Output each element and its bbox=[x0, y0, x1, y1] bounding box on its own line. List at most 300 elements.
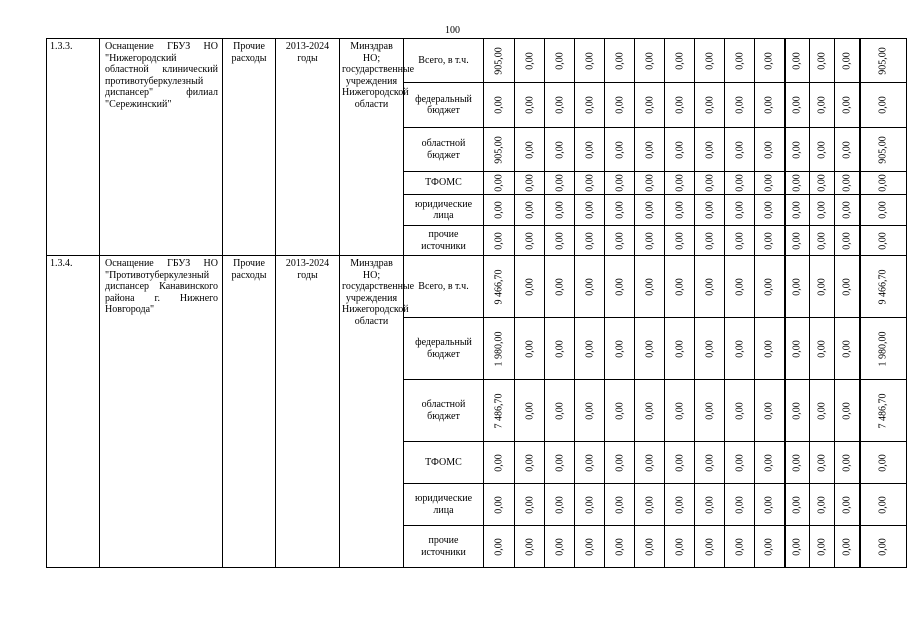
value-text: 0,00 bbox=[841, 140, 852, 159]
value-text: 0,00 bbox=[877, 96, 889, 114]
value-text: 0,00 bbox=[816, 51, 828, 70]
value-cell bbox=[575, 128, 605, 172]
budget-table bbox=[46, 38, 907, 568]
value-text: 0,00 bbox=[673, 201, 685, 219]
value-text: 0,00 bbox=[553, 537, 565, 556]
value-text: 0,00 bbox=[553, 231, 565, 250]
value-cell bbox=[605, 318, 635, 380]
value-text: 0,00 bbox=[733, 277, 745, 296]
value-text: 0,00 bbox=[763, 96, 775, 114]
value-text: 0,00 bbox=[816, 453, 828, 472]
value-cell bbox=[785, 39, 810, 83]
value-text: 0,00 bbox=[877, 231, 889, 250]
value-cell bbox=[665, 484, 695, 526]
value-cell bbox=[484, 380, 515, 442]
value-text: 0,00 bbox=[553, 401, 565, 420]
value-text: 0,00 bbox=[673, 537, 685, 556]
value-cell bbox=[515, 318, 545, 380]
value-cell bbox=[515, 442, 545, 484]
funding-source-label: областной бюджет bbox=[404, 380, 484, 442]
value-cell bbox=[835, 442, 860, 484]
value-text: 0,00 bbox=[523, 96, 535, 114]
value-cell bbox=[575, 172, 605, 195]
value-cell bbox=[835, 39, 860, 83]
value-cell bbox=[835, 380, 860, 442]
value-text: 0,00 bbox=[791, 453, 803, 472]
value-text: 0,00 bbox=[733, 537, 745, 556]
value-cell bbox=[695, 172, 725, 195]
value-text: 0,00 bbox=[553, 339, 565, 358]
value-cell bbox=[755, 484, 785, 526]
value-cell bbox=[545, 226, 575, 256]
value-text: 0,00 bbox=[791, 96, 803, 114]
value-cell bbox=[810, 526, 835, 568]
row-number: 1.3.3. bbox=[47, 39, 100, 256]
value-cell bbox=[695, 442, 725, 484]
expense-type: Прочие расходы bbox=[223, 39, 276, 256]
value-cell bbox=[755, 195, 785, 226]
value-text: 0,00 bbox=[763, 453, 775, 472]
value-text: 0,00 bbox=[493, 537, 505, 556]
value-cell bbox=[515, 256, 545, 318]
value-cell bbox=[860, 226, 907, 256]
value-cell bbox=[810, 83, 835, 128]
value-cell bbox=[575, 83, 605, 128]
value-text: 9 466,70 bbox=[877, 269, 889, 304]
value-cell bbox=[545, 380, 575, 442]
value-cell bbox=[785, 226, 810, 256]
funding-source-label: Всего, в т.ч. bbox=[404, 256, 484, 318]
value-text: 0,00 bbox=[841, 231, 852, 250]
funding-source-label: Всего, в т.ч. bbox=[404, 39, 484, 83]
value-text: 0,00 bbox=[763, 339, 775, 358]
value-cell bbox=[810, 172, 835, 195]
value-text: 0,00 bbox=[791, 537, 803, 556]
value-text: 0,00 bbox=[523, 453, 535, 472]
value-text: 0,00 bbox=[841, 96, 852, 114]
value-text: 0,00 bbox=[816, 495, 828, 514]
row-number: 1.3.4. bbox=[47, 256, 100, 568]
value-cell bbox=[545, 526, 575, 568]
value-cell bbox=[605, 128, 635, 172]
value-text: 0,00 bbox=[613, 51, 625, 70]
value-text: 905,00 bbox=[877, 46, 889, 75]
value-text: 0,00 bbox=[583, 201, 595, 219]
value-cell bbox=[860, 83, 907, 128]
value-text: 0,00 bbox=[733, 201, 745, 219]
value-cell bbox=[785, 442, 810, 484]
value-cell bbox=[785, 172, 810, 195]
value-cell bbox=[515, 83, 545, 128]
value-cell bbox=[605, 526, 635, 568]
value-text: 0,00 bbox=[553, 453, 565, 472]
value-cell bbox=[484, 128, 515, 172]
funding-source-label: ТФОМС bbox=[404, 442, 484, 484]
value-text: 0,00 bbox=[523, 401, 535, 420]
value-cell bbox=[835, 484, 860, 526]
value-text: 0,00 bbox=[763, 537, 775, 556]
table-row bbox=[47, 39, 907, 83]
value-cell bbox=[484, 172, 515, 195]
value-cell bbox=[515, 172, 545, 195]
value-text: 0,00 bbox=[763, 201, 775, 219]
value-cell bbox=[545, 172, 575, 195]
value-cell bbox=[810, 226, 835, 256]
value-text: 0,00 bbox=[816, 201, 828, 219]
value-text: 0,00 bbox=[816, 140, 828, 159]
value-text: 0,00 bbox=[733, 495, 745, 514]
value-cell bbox=[835, 83, 860, 128]
value-cell bbox=[725, 256, 755, 318]
value-text: 0,00 bbox=[703, 453, 715, 472]
value-cell bbox=[665, 39, 695, 83]
value-text: 0,00 bbox=[583, 495, 595, 514]
value-cell bbox=[575, 195, 605, 226]
value-cell bbox=[605, 226, 635, 256]
value-cell bbox=[755, 526, 785, 568]
value-cell bbox=[484, 83, 515, 128]
value-cell bbox=[605, 39, 635, 83]
value-text: 0,00 bbox=[643, 231, 655, 250]
value-cell bbox=[575, 526, 605, 568]
value-text: 0,00 bbox=[643, 401, 655, 420]
value-cell bbox=[545, 128, 575, 172]
value-cell bbox=[635, 526, 665, 568]
value-cell bbox=[785, 484, 810, 526]
value-text: 0,00 bbox=[673, 495, 685, 514]
value-cell bbox=[665, 442, 695, 484]
value-text: 9 466,70 bbox=[493, 269, 505, 304]
value-cell bbox=[810, 195, 835, 226]
value-text: 0,00 bbox=[703, 339, 715, 358]
value-cell bbox=[810, 484, 835, 526]
value-text: 0,00 bbox=[643, 453, 655, 472]
value-text: 0,00 bbox=[733, 453, 745, 472]
value-cell bbox=[695, 195, 725, 226]
value-cell bbox=[755, 380, 785, 442]
value-text: 0,00 bbox=[733, 174, 745, 192]
value-cell bbox=[860, 256, 907, 318]
value-cell bbox=[575, 484, 605, 526]
value-text: 0,00 bbox=[613, 201, 625, 219]
value-cell bbox=[545, 195, 575, 226]
value-cell bbox=[785, 128, 810, 172]
value-text: 0,00 bbox=[553, 140, 565, 159]
value-cell bbox=[665, 83, 695, 128]
value-cell bbox=[515, 380, 545, 442]
value-cell bbox=[695, 380, 725, 442]
value-text: 0,00 bbox=[643, 174, 655, 192]
value-text: 0,00 bbox=[613, 231, 625, 250]
value-text: 0,00 bbox=[816, 174, 828, 192]
value-text: 0,00 bbox=[583, 174, 595, 192]
value-cell bbox=[785, 83, 810, 128]
value-text: 0,00 bbox=[791, 201, 803, 219]
value-text: 0,00 bbox=[877, 174, 889, 192]
value-cell bbox=[860, 318, 907, 380]
value-cell bbox=[515, 195, 545, 226]
value-text: 7 486,70 bbox=[493, 393, 505, 428]
value-cell bbox=[635, 256, 665, 318]
value-cell bbox=[725, 226, 755, 256]
value-cell bbox=[635, 442, 665, 484]
responsible-executor: Минздрав НО; государственные учреждения Нижегородской области bbox=[340, 256, 404, 568]
value-text: 0,00 bbox=[791, 401, 803, 420]
value-cell bbox=[635, 39, 665, 83]
value-text: 0,00 bbox=[673, 96, 685, 114]
value-cell bbox=[695, 83, 725, 128]
value-cell bbox=[785, 526, 810, 568]
value-cell bbox=[860, 442, 907, 484]
value-text: 0,00 bbox=[816, 401, 828, 420]
value-text: 905,00 bbox=[493, 46, 505, 75]
value-text: 0,00 bbox=[493, 201, 505, 219]
value-text: 0,00 bbox=[816, 537, 828, 556]
value-text: 0,00 bbox=[613, 174, 625, 192]
value-text: 0,00 bbox=[583, 51, 595, 70]
value-text: 0,00 bbox=[877, 537, 889, 556]
value-text: 0,00 bbox=[763, 51, 775, 70]
funding-source-label: ТФОМС bbox=[404, 172, 484, 195]
value-cell bbox=[835, 226, 860, 256]
value-cell bbox=[755, 128, 785, 172]
value-text: 0,00 bbox=[583, 453, 595, 472]
value-text: 0,00 bbox=[523, 537, 535, 556]
value-text: 0,00 bbox=[673, 401, 685, 420]
value-text: 1 980,00 bbox=[877, 331, 889, 366]
value-cell bbox=[725, 484, 755, 526]
value-text: 0,00 bbox=[493, 453, 505, 472]
value-text: 0,00 bbox=[673, 231, 685, 250]
value-cell bbox=[605, 195, 635, 226]
value-text: 0,00 bbox=[733, 140, 745, 159]
value-cell bbox=[860, 380, 907, 442]
value-text: 0,00 bbox=[877, 453, 889, 472]
value-text: 0,00 bbox=[523, 201, 535, 219]
value-text: 0,00 bbox=[583, 96, 595, 114]
value-cell bbox=[635, 195, 665, 226]
value-cell bbox=[484, 442, 515, 484]
value-text: 0,00 bbox=[523, 339, 535, 358]
value-text: 0,00 bbox=[553, 277, 565, 296]
value-text: 0,00 bbox=[763, 495, 775, 514]
value-text: 0,00 bbox=[841, 51, 852, 70]
measure-name: Оснащение ГБУЗ НО "Противотуберкулезный диспансер Канавинского района г. Нижнего Новгорода" bbox=[100, 256, 223, 568]
value-text: 0,00 bbox=[613, 401, 625, 420]
value-text: 0,00 bbox=[763, 140, 775, 159]
value-cell bbox=[605, 256, 635, 318]
value-text: 0,00 bbox=[841, 495, 852, 514]
value-cell bbox=[725, 442, 755, 484]
value-text: 0,00 bbox=[763, 231, 775, 250]
value-cell bbox=[810, 39, 835, 83]
value-text: 0,00 bbox=[643, 339, 655, 358]
value-cell bbox=[785, 318, 810, 380]
value-cell bbox=[605, 442, 635, 484]
value-text: 0,00 bbox=[523, 51, 535, 70]
value-text: 0,00 bbox=[583, 277, 595, 296]
value-text: 0,00 bbox=[523, 140, 535, 159]
value-cell bbox=[695, 484, 725, 526]
value-text: 0,00 bbox=[733, 339, 745, 358]
value-cell bbox=[860, 526, 907, 568]
value-text: 0,00 bbox=[733, 401, 745, 420]
value-text: 0,00 bbox=[703, 495, 715, 514]
value-cell bbox=[545, 442, 575, 484]
value-cell bbox=[545, 256, 575, 318]
value-text: 0,00 bbox=[877, 495, 889, 514]
value-cell bbox=[755, 83, 785, 128]
value-cell bbox=[665, 526, 695, 568]
value-text: 0,00 bbox=[791, 174, 803, 192]
value-cell bbox=[665, 172, 695, 195]
value-cell bbox=[810, 128, 835, 172]
value-text: 0,00 bbox=[877, 201, 889, 219]
table-row bbox=[47, 256, 907, 318]
value-text: 0,00 bbox=[613, 537, 625, 556]
funding-source-label: прочие источники bbox=[404, 226, 484, 256]
value-cell bbox=[484, 318, 515, 380]
value-cell bbox=[605, 380, 635, 442]
funding-source-label: прочие источники bbox=[404, 526, 484, 568]
value-text: 0,00 bbox=[583, 140, 595, 159]
value-cell bbox=[515, 39, 545, 83]
value-text: 0,00 bbox=[643, 51, 655, 70]
value-cell bbox=[635, 83, 665, 128]
value-text: 0,00 bbox=[703, 401, 715, 420]
value-cell bbox=[785, 380, 810, 442]
value-cell bbox=[665, 226, 695, 256]
value-text: 0,00 bbox=[553, 495, 565, 514]
value-text: 0,00 bbox=[703, 277, 715, 296]
value-cell bbox=[695, 39, 725, 83]
value-text: 0,00 bbox=[553, 96, 565, 114]
value-cell bbox=[785, 256, 810, 318]
value-text: 0,00 bbox=[613, 453, 625, 472]
funding-source-label: юридические лица bbox=[404, 484, 484, 526]
value-cell bbox=[515, 484, 545, 526]
value-text: 0,00 bbox=[703, 231, 715, 250]
value-cell bbox=[810, 442, 835, 484]
value-text: 0,00 bbox=[816, 277, 828, 296]
value-cell bbox=[695, 226, 725, 256]
value-text: 0,00 bbox=[791, 51, 803, 70]
value-cell bbox=[835, 172, 860, 195]
value-text: 0,00 bbox=[763, 277, 775, 296]
value-text: 0,00 bbox=[673, 277, 685, 296]
value-cell bbox=[725, 172, 755, 195]
value-text: 0,00 bbox=[791, 277, 803, 296]
value-cell bbox=[665, 318, 695, 380]
value-cell bbox=[860, 172, 907, 195]
value-cell bbox=[725, 526, 755, 568]
value-text: 0,00 bbox=[673, 339, 685, 358]
responsible-executor: Минздрав НО; государственные учреждения Нижегородской области bbox=[340, 39, 404, 256]
value-text: 0,00 bbox=[613, 339, 625, 358]
value-text: 0,00 bbox=[643, 277, 655, 296]
value-text: 7 486,70 bbox=[877, 393, 889, 428]
value-text: 0,00 bbox=[703, 51, 715, 70]
value-cell bbox=[725, 380, 755, 442]
value-text: 0,00 bbox=[523, 174, 535, 192]
value-text: 0,00 bbox=[703, 174, 715, 192]
value-cell bbox=[515, 128, 545, 172]
value-cell bbox=[835, 128, 860, 172]
implementation-period: 2013-2024 годы bbox=[276, 256, 340, 568]
value-text: 0,00 bbox=[523, 495, 535, 514]
value-cell bbox=[695, 526, 725, 568]
value-cell bbox=[835, 195, 860, 226]
funding-source-label: юридические лица bbox=[404, 195, 484, 226]
value-cell bbox=[665, 256, 695, 318]
value-cell bbox=[695, 256, 725, 318]
value-cell bbox=[605, 172, 635, 195]
value-text: 0,00 bbox=[613, 140, 625, 159]
value-text: 0,00 bbox=[643, 537, 655, 556]
value-text: 0,00 bbox=[841, 537, 852, 556]
value-cell bbox=[545, 318, 575, 380]
value-text: 0,00 bbox=[673, 140, 685, 159]
value-text: 1 980,00 bbox=[493, 331, 505, 366]
value-cell bbox=[725, 39, 755, 83]
value-cell bbox=[575, 318, 605, 380]
value-cell bbox=[515, 226, 545, 256]
value-text: 0,00 bbox=[673, 51, 685, 70]
funding-source-label: областной бюджет bbox=[404, 128, 484, 172]
value-cell bbox=[484, 256, 515, 318]
value-cell bbox=[665, 380, 695, 442]
value-text: 0,00 bbox=[493, 96, 505, 114]
value-text: 0,00 bbox=[703, 96, 715, 114]
value-cell bbox=[635, 484, 665, 526]
expense-type: Прочие расходы bbox=[223, 256, 276, 568]
value-text: 0,00 bbox=[553, 51, 565, 70]
value-cell bbox=[484, 526, 515, 568]
value-cell bbox=[484, 39, 515, 83]
value-text: 0,00 bbox=[703, 201, 715, 219]
value-cell bbox=[545, 484, 575, 526]
value-text: 0,00 bbox=[791, 231, 803, 250]
value-text: 0,00 bbox=[841, 453, 852, 472]
funding-source-label: федеральный бюджет bbox=[404, 83, 484, 128]
value-cell bbox=[575, 226, 605, 256]
value-text: 0,00 bbox=[493, 174, 505, 192]
value-text: 905,00 bbox=[493, 135, 505, 164]
value-text: 0,00 bbox=[613, 495, 625, 514]
value-text: 0,00 bbox=[643, 96, 655, 114]
value-cell bbox=[785, 195, 810, 226]
value-text: 0,00 bbox=[763, 401, 775, 420]
value-cell bbox=[860, 128, 907, 172]
value-cell bbox=[665, 128, 695, 172]
value-cell bbox=[835, 256, 860, 318]
value-cell bbox=[635, 128, 665, 172]
value-cell bbox=[725, 318, 755, 380]
value-text: 0,00 bbox=[643, 495, 655, 514]
value-cell bbox=[835, 318, 860, 380]
value-text: 0,00 bbox=[493, 495, 505, 514]
value-cell bbox=[545, 83, 575, 128]
value-cell bbox=[575, 256, 605, 318]
measure-name: Оснащение ГБУЗ НО "Нижегородский областной клинический противотуберкулезный диспансер" филиал "Сережинский" bbox=[100, 39, 223, 256]
value-text: 0,00 bbox=[733, 231, 745, 250]
value-text: 0,00 bbox=[673, 453, 685, 472]
value-text: 0,00 bbox=[763, 174, 775, 192]
value-cell bbox=[635, 226, 665, 256]
value-text: 0,00 bbox=[816, 339, 828, 358]
value-text: 0,00 bbox=[523, 231, 535, 250]
value-text: 0,00 bbox=[816, 96, 828, 114]
